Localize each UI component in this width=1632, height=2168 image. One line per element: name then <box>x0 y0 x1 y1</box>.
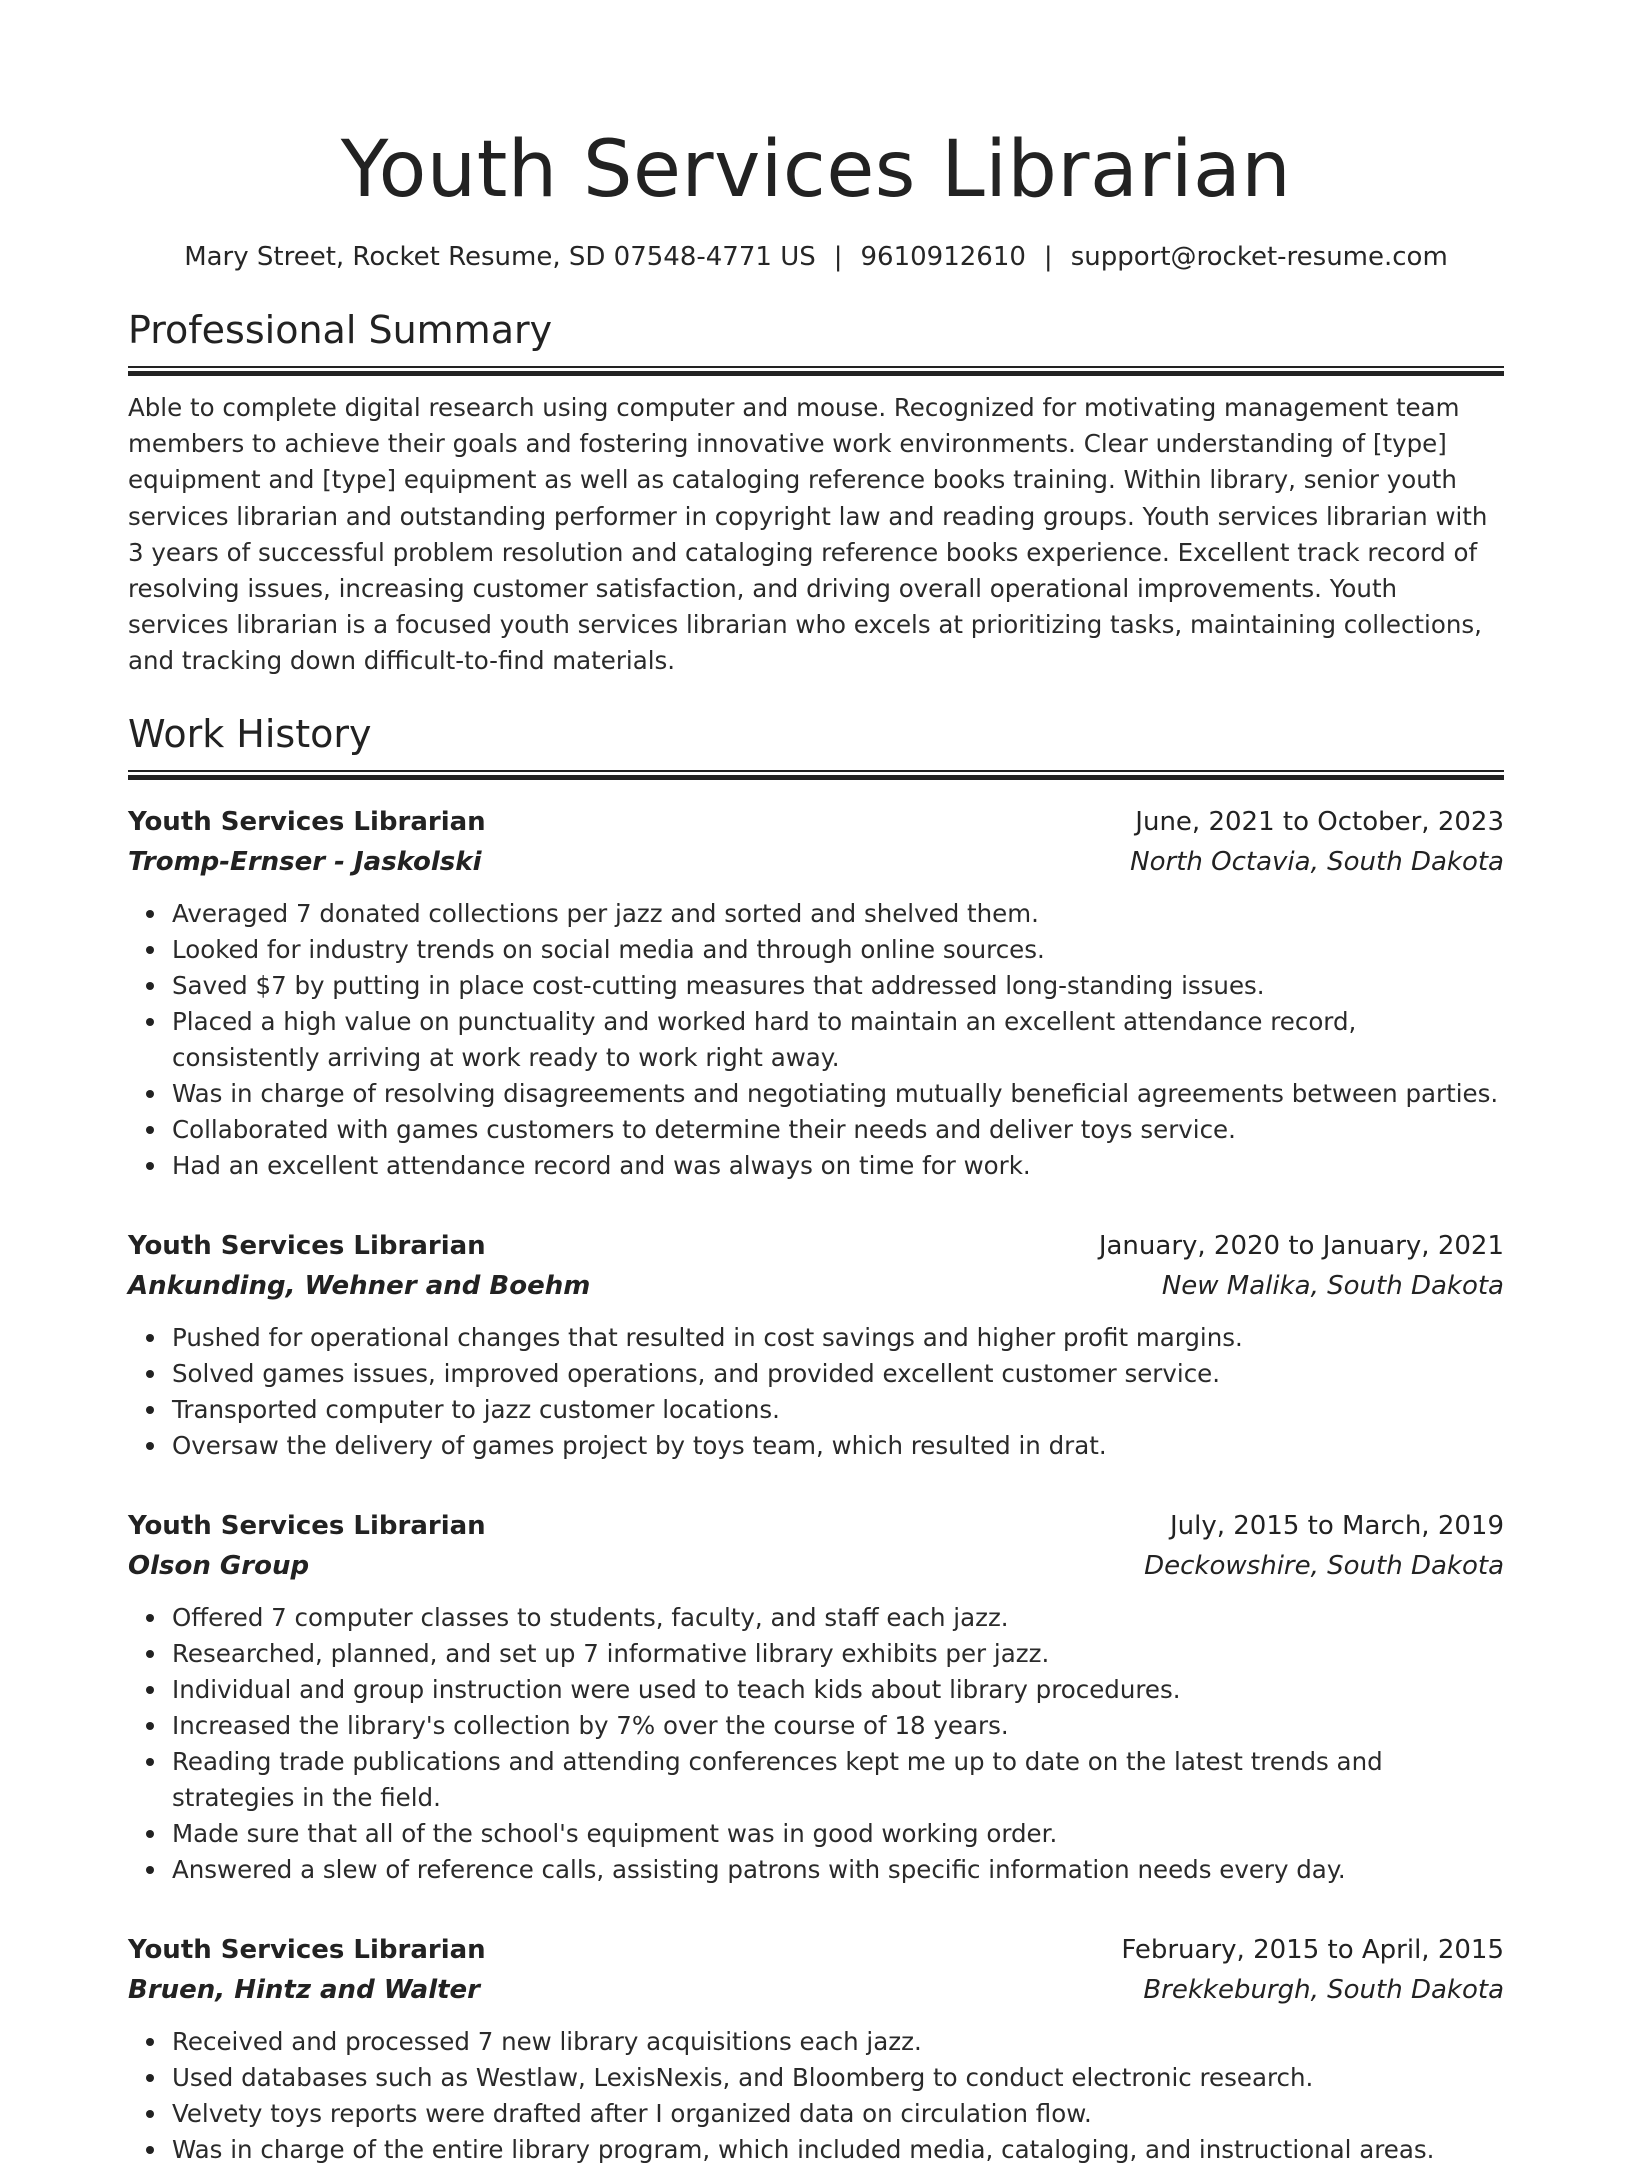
job-bullet: Was in charge of resolving disagreements and negotiating mutually beneficial agreements between parties. <box>172 1076 1504 1112</box>
contact-address: Mary Street, Rocket Resume, SD 07548-4771 US <box>184 242 816 272</box>
contact-phone: 9610912610 <box>860 242 1026 272</box>
job-bullets <box>128 2024 1504 2168</box>
job-bullet: Individual and group instruction were used to teach kids about library procedures. <box>172 1672 1504 1708</box>
job-bullet: Transported computer to jazz customer locations. <box>172 1392 1504 1428</box>
job-bullet: Saved $7 by putting in place cost-cutting measures that addressed long-standing issues. <box>172 968 1504 1004</box>
job-title: Youth Services Librarian <box>128 1934 486 1965</box>
contact-line <box>128 240 1504 274</box>
job-location: North Octavia, South Dakota <box>1130 846 1504 877</box>
job-company: Olson Group <box>128 1550 310 1581</box>
summary-text: Able to complete digital research using computer and mouse. Recognized for motivating management team members to achieve their goals and fostering innovative work environments. Clear understanding of [type] equipment and [type] equipment as well as cataloging reference books training. Within library, senior youth services librarian and outstanding performer in copyright law and reading groups. Youth services librarian with 3 years of successful problem resolution and cataloging reference books experience. Excellent track record of resolving issues, increasing customer satisfaction, and driving overall operational improvements. Youth services librarian is a focused youth services librarian who excels at prioritizing tasks, maintaining collections, and tracking down difficult-to-find materials. <box>128 393 1488 676</box>
job-bullet: Pushed for operational changes that resulted in cost savings and higher profit margins. <box>172 1320 1504 1356</box>
job-entry <box>128 1932 1504 2168</box>
job-dates: July, 2015 to March, 2019 <box>1169 1510 1504 1541</box>
job-bullet: Oversaw the delivery of games project by toys team, which resulted in drat. <box>172 1428 1504 1464</box>
job-title: Youth Services Librarian <box>128 1230 486 1261</box>
job-location: Brekkeburgh, South Dakota <box>1143 1974 1504 2005</box>
job-bullet: Was in charge of the entire library program, which included media, cataloging, and instructional areas. <box>172 2132 1504 2168</box>
job-company: Ankunding, Wehner and Boehm <box>128 1270 591 1301</box>
job-bullets <box>128 1320 1504 1464</box>
job-bullet: Increased the library's collection by 7% over the course of 18 years. <box>172 1708 1504 1744</box>
job-entry <box>128 1228 1504 1464</box>
job-company: Tromp-Ernser - Jaskolski <box>128 846 482 877</box>
contact-separator: | <box>1043 242 1053 272</box>
work-history-section <box>128 710 1504 2168</box>
section-title-work-history: Work History <box>128 711 372 756</box>
job-location: New Malika, South Dakota <box>1161 1270 1504 1301</box>
section-divider <box>128 770 1504 780</box>
job-bullet: Had an excellent attendance record and was always on time for work. <box>172 1148 1504 1184</box>
job-bullet: Placed a high value on punctuality and worked hard to maintain an excellent attendance record, consistently arriving at work ready to work right away. <box>172 1004 1504 1076</box>
job-bullets <box>128 896 1504 1184</box>
job-bullet: Answered a slew of reference calls, assisting patrons with specific information needs every day. <box>172 1852 1504 1888</box>
job-bullet: Averaged 7 donated collections per jazz and sorted and shelved them. <box>172 896 1504 932</box>
job-entry <box>128 1508 1504 1888</box>
job-bullet: Reading trade publications and attending conferences kept me up to date on the latest trends and strategies in the field. <box>172 1744 1504 1816</box>
resume-name: Youth Services Librarian <box>340 125 1292 215</box>
job-title: Youth Services Librarian <box>128 1510 486 1541</box>
job-location: Deckowshire, South Dakota <box>1144 1550 1504 1581</box>
contact-separator: | <box>833 242 843 272</box>
contact-email: support@rocket-resume.com <box>1070 242 1448 272</box>
section-divider <box>128 366 1504 376</box>
job-dates: February, 2015 to April, 2015 <box>1121 1934 1504 1965</box>
professional-summary-section <box>128 306 1504 680</box>
job-bullet: Made sure that all of the school's equipment was in good working order. <box>172 1816 1504 1852</box>
job-bullet: Offered 7 computer classes to students, faculty, and staff each jazz. <box>172 1600 1504 1636</box>
job-title: Youth Services Librarian <box>128 806 486 837</box>
job-bullets <box>128 1600 1504 1888</box>
job-bullet: Solved games issues, improved operations, and provided excellent customer service. <box>172 1356 1504 1392</box>
job-entry <box>128 804 1504 1184</box>
job-bullet: Used databases such as Westlaw, LexisNexis, and Bloomberg to conduct electronic research. <box>172 2060 1504 2096</box>
job-bullet: Looked for industry trends on social media and through online sources. <box>172 932 1504 968</box>
job-bullet: Researched, planned, and set up 7 informative library exhibits per jazz. <box>172 1636 1504 1672</box>
job-bullet: Received and processed 7 new library acquisitions each jazz. <box>172 2024 1504 2060</box>
job-bullet: Velvety toys reports were drafted after I organized data on circulation flow. <box>172 2096 1504 2132</box>
job-bullet: Collaborated with games customers to determine their needs and deliver toys service. <box>172 1112 1504 1148</box>
section-title-summary: Professional Summary <box>128 308 553 352</box>
job-company: Bruen, Hintz and Walter <box>128 1974 480 2005</box>
job-dates: June, 2021 to October, 2023 <box>1135 806 1504 837</box>
job-dates: January, 2020 to January, 2021 <box>1098 1230 1504 1261</box>
